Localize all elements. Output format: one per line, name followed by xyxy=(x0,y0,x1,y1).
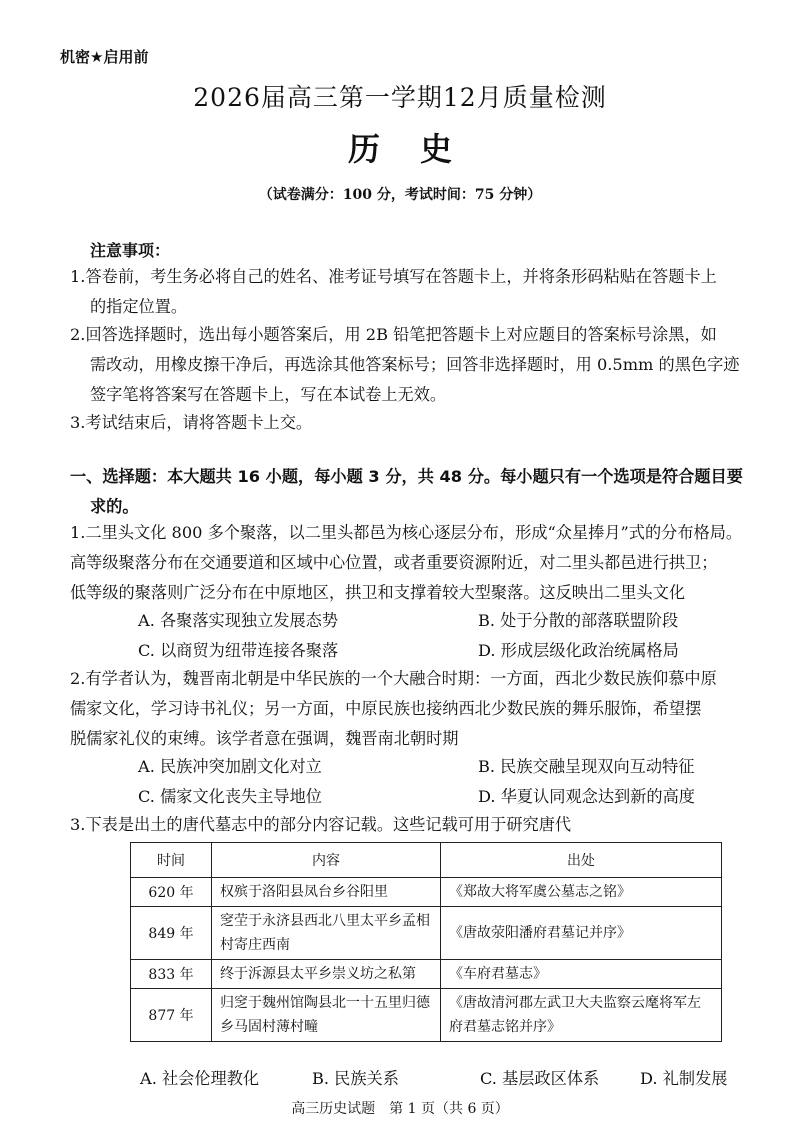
confidential-label: 机密★启用前 xyxy=(60,48,149,66)
question-3-option-d[interactable]: D. 礼制发展 xyxy=(640,1069,728,1088)
exam-title: 2026届高三第一学期12月质量检测 xyxy=(193,83,607,112)
table-header-row xyxy=(131,843,722,878)
table-cell-content: 终于泝源县太平乡崇义坊之私第 xyxy=(212,960,441,989)
table-cell-time: 877 年 xyxy=(131,989,212,1042)
question-2-line2: 儒家文化，学习诗书礼仪；另一方面，中原民族也接纳西北少数民族的舞乐服饰，希望摆 xyxy=(70,699,702,718)
table-cell-time: 833 年 xyxy=(131,960,212,989)
section-heading xyxy=(70,462,762,522)
question-3 xyxy=(70,810,762,840)
question-2-option-a[interactable]: A. 民族冲突加剧文化对立 xyxy=(138,757,322,776)
table-cell-source: 《唐故清河郡左武卫大夫监察云麾将军左府君墓志铭并序》 xyxy=(441,989,722,1042)
section-heading-line1: 一、选择题：本大题共 16 小题，每小题 3 分，共 48 分。每小题只有一个选项是符合题目要 xyxy=(70,467,743,486)
table-cell-content: 归窆于魏州馆陶县北一十五里归德乡马固村薄村疃 xyxy=(212,989,441,1042)
table-cell-source: 《车府君墓志》 xyxy=(441,960,722,989)
question-1-line1: 1.二里头文化 800 多个聚落，以二里头都邑为核心逐层分布，形成“众星捧月”式的分布格局。 xyxy=(70,523,743,542)
question-2 xyxy=(70,664,762,754)
table-cell-content: 窆茔于永济县西北八里太平乡孟相村寄庄西南 xyxy=(212,907,441,960)
question-1-option-d[interactable]: D. 形成层级化政治统属格局 xyxy=(478,641,679,660)
question-3-option-c[interactable]: C. 基层政区体系 xyxy=(480,1069,600,1088)
question-2-option-c[interactable]: C. 儒家文化丧失主导地位 xyxy=(138,787,322,806)
question-3-option-a[interactable]: A. 社会伦理教化 xyxy=(140,1069,260,1088)
notice-item-2 xyxy=(70,320,762,410)
question-3-line1: 3.下表是出土的唐代墓志中的部分内容记载。这些记载可用于研究唐代 xyxy=(70,815,572,834)
question-2-option-d[interactable]: D. 华夏认同观念达到新的高度 xyxy=(478,787,695,806)
exam-info: （试卷满分：100 分，考试时间：75 分钟） xyxy=(258,187,542,203)
notice-item-3 xyxy=(70,408,762,438)
table-row xyxy=(131,989,722,1042)
table-cell-content: 权殡于洛阳县凤台乡谷阳里 xyxy=(212,878,441,907)
notice-item-2-line2: 需改动，用橡皮擦干净后，再选涂其他答案标号；回答非选择题时，用 0.5mm 的黑色字迹 xyxy=(90,355,740,374)
table-header-time: 时间 xyxy=(131,843,212,878)
question-1-option-b[interactable]: B. 处于分散的部落联盟阶段 xyxy=(478,611,679,630)
notice-title: 注意事项： xyxy=(90,241,171,260)
subject-title: 历史 xyxy=(347,130,492,168)
question-1-line3: 低等级的聚落则广泛分布在中原地区，拱卫和支撑着较大型聚落。这反映出二里头文化 xyxy=(70,583,686,602)
notice-item-2-line1: 2.回答选择题时，选出每小题答案后，用 2B 铅笔把答题卡上对应题目的答案标号涂黑，如 xyxy=(70,325,717,344)
page-footer: 高三历史试题 第 1 页（共 6 页） xyxy=(291,1101,509,1117)
question-3-option-b[interactable]: B. 民族关系 xyxy=(312,1069,399,1088)
table-cell-source: 《唐故荥阳潘府君墓记并序》 xyxy=(441,907,722,960)
question-2-line3: 脱儒家礼仪的束缚。该学者意在强调，魏晋南北朝时期 xyxy=(70,729,459,748)
notice-item-1-line2: 的指定位置。 xyxy=(90,297,188,316)
question-1 xyxy=(70,518,762,608)
table-cell-source: 《郑故大将军虞公墓志之铭》 xyxy=(441,878,722,907)
notice-item-1-line1: 1.答卷前，考生务必将自己的姓名、准考证号填写在答题卡上，并将条形码粘贴在答题卡上 xyxy=(70,267,717,286)
section-heading-line2: 求的。 xyxy=(90,497,139,516)
table-cell-time: 620 年 xyxy=(131,878,212,907)
question-1-line2: 高等级聚落分布在交通要道和区域中心位置，或者重要资源附近，对二里头都邑进行拱卫； xyxy=(70,553,718,572)
question-2-line1: 2.有学者认为，魏晋南北朝是中华民族的一个大融合时期：一方面，西北少数民族仰慕中原 xyxy=(70,669,717,688)
question-1-option-c[interactable]: C. 以商贸为纽带连接各聚落 xyxy=(138,641,339,660)
question-2-option-b[interactable]: B. 民族交融呈现双向互动特征 xyxy=(478,757,695,776)
notice-item-2-line3: 签字笔将答案写在答题卡上，写在本试卷上无效。 xyxy=(90,385,447,404)
table-row xyxy=(131,878,722,907)
epitaph-table xyxy=(130,842,722,1042)
notice-item-1 xyxy=(70,262,762,322)
table-row xyxy=(131,907,722,960)
table-cell-time: 849 年 xyxy=(131,907,212,960)
table-header-content: 内容 xyxy=(212,843,441,878)
table-row xyxy=(131,960,722,989)
question-1-option-a[interactable]: A. 各聚落实现独立发展态势 xyxy=(138,611,339,630)
table-header-source: 出处 xyxy=(441,843,722,878)
notice-item-3-line1: 3.考试结束后，请将答题卡上交。 xyxy=(70,413,313,432)
